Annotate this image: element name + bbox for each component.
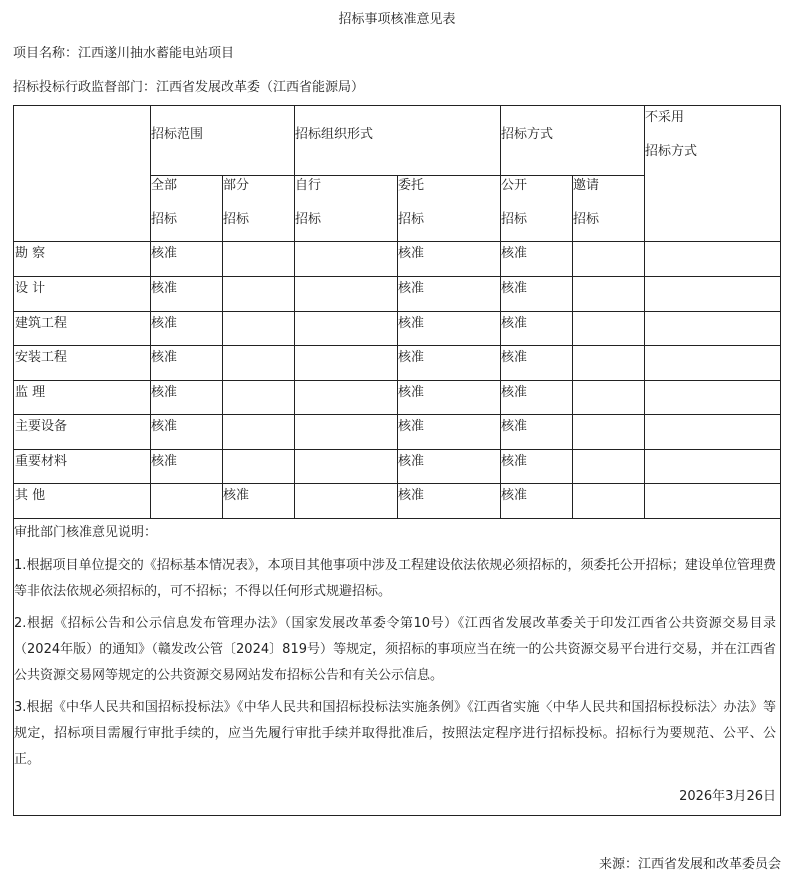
subheader-partial-bidding: 部分 (223, 178, 250, 193)
table-cell: 核准 (501, 316, 528, 331)
table-cell: 核准 (398, 454, 425, 469)
project-name-value: 江西遂川抽水蓄能电站项目 (78, 46, 235, 61)
grid-line (644, 106, 645, 518)
header-organization: 招标组织形式 (295, 127, 374, 142)
subheader-entrusted-bidding: 委托 (398, 178, 425, 193)
grid-line (294, 106, 295, 518)
table-cell: 核准 (151, 350, 178, 365)
row-label: 勘 察 (15, 246, 46, 261)
subheader-open-bidding: 公开 (501, 178, 528, 193)
subheader-open-bidding: 招标 (501, 212, 528, 227)
table-cell: 核准 (398, 246, 425, 261)
table-cell: 核准 (151, 385, 178, 400)
table-cell: 核准 (398, 385, 425, 400)
row-label: 主要设备 (15, 419, 68, 434)
project-name-line (13, 42, 234, 61)
supervision-dept-line (13, 76, 364, 95)
table-cell: 核准 (501, 454, 528, 469)
subheader-entrusted-bidding: 招标 (398, 212, 425, 227)
supervision-dept-label: 招标投标行政监督部门： (13, 80, 157, 95)
remarks-label: 审批部门核准意见说明： (14, 525, 158, 540)
supervision-dept-value: 江西省发展改革委（江西省能源局） (156, 80, 365, 95)
header-not-adopted: 招标方式 (645, 144, 698, 159)
subheader-invited-bidding: 招标 (573, 212, 600, 227)
table-cell: 核准 (151, 419, 178, 434)
row-label: 重要材料 (15, 454, 68, 469)
header-scope: 招标范围 (151, 127, 204, 142)
subheader-self-bidding: 招标 (295, 212, 322, 227)
table-cell: 核准 (398, 488, 425, 503)
table-cell: 核准 (501, 246, 528, 261)
table-cell: 核准 (151, 316, 178, 331)
subheader-partial-bidding: 招标 (223, 212, 250, 227)
table-cell: 核准 (398, 281, 425, 296)
table-cell: 核准 (223, 488, 250, 503)
subheader-invited-bidding: 邀请 (573, 178, 600, 193)
subheader-full-bidding: 全部 (151, 178, 178, 193)
header-not-adopted: 不采用 (645, 110, 685, 125)
approval-date: 2026年3月26日 (679, 789, 776, 804)
row-label: 监 理 (15, 385, 46, 400)
subheader-full-bidding: 招标 (151, 212, 178, 227)
remark-paragraph-1: 1.根据项目单位提交的《招标基本情况表》，本项目其他事项中涉及工程建设依法依规必须招标的，须委托公开招标；建设单位管理费等非依法依规必须招标的，可不招标；不得以任何形式规避招标。 (14, 558, 776, 599)
table-cell: 核准 (501, 488, 528, 503)
table-cell: 核准 (501, 419, 528, 434)
document-title: 招标事项核准意见表 (338, 12, 456, 27)
table-cell: 核准 (151, 454, 178, 469)
table-cell: 核准 (151, 281, 178, 296)
table-cell: 核准 (398, 419, 425, 434)
remark-paragraph-3: 3.根据《中华人民共和国招标投标法》《中华人民共和国招标投标法实施条例》《江西省实施〈中华人民共和国招标投标法〉办法》等规定，招标项目需履行审批手续的，应当先履行审批手续并取得批准后，按照法定程序进行招标投标。招标行为要规范、公平、公正。 (14, 700, 776, 767)
table-cell: 核准 (398, 350, 425, 365)
subheader-self-bidding: 自行 (295, 178, 322, 193)
remark-paragraph-2: 2.根据《招标公告和公示信息发布管理办法》（国家发展改革委令第10号）《江西省发展改革委关于印发江西省公共资源交易目录（2024年版）的通知》（赣发改公管〔2024〕819号）等规定，须招标的事项应当在统一的公共资源交易平台进行交易，并在江西省公共资源交易网等规定的公共资源交易网站发布招标公告和有关公示信息。 (14, 616, 776, 683)
table-cell: 核准 (501, 350, 528, 365)
row-label: 安装工程 (15, 350, 68, 365)
grid-line (14, 518, 780, 519)
source-credit: 来源：江西省发展和改革委员会 (598, 857, 781, 872)
row-label: 其 他 (15, 488, 46, 503)
project-name-label: 项目名称： (13, 46, 79, 61)
header-method: 招标方式 (501, 127, 554, 142)
table-cell: 核准 (501, 281, 528, 296)
table-cell: 核准 (398, 316, 425, 331)
table-cell: 核准 (151, 246, 178, 261)
row-label: 建筑工程 (15, 316, 68, 331)
table-cell: 核准 (501, 385, 528, 400)
row-label: 设 计 (15, 281, 46, 296)
